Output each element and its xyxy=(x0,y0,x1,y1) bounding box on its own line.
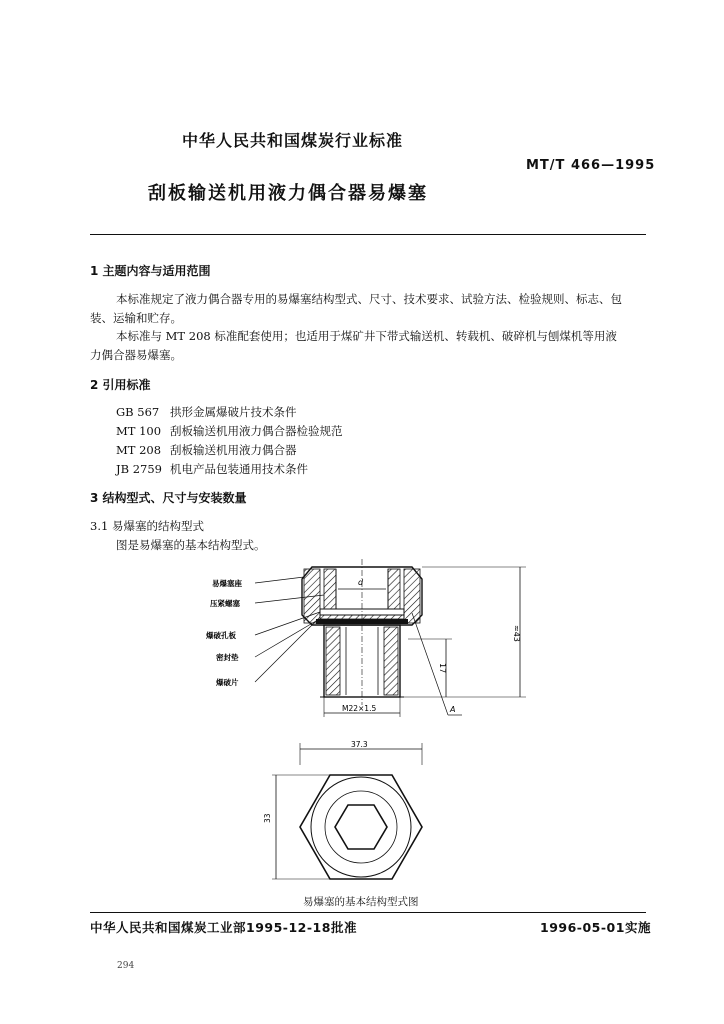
standard-organization: 中华人民共和国煤炭行业标准 xyxy=(182,131,404,150)
dim-height-lower: 17 xyxy=(438,663,447,674)
dim-width-top: 37.3 xyxy=(351,740,368,749)
section-1-paragraph-2-line-1: 本标准与 MT 208 标准配套使用；也适用于煤矿井下带式输送机、转载机、破碎机与刨煤机等用液 xyxy=(116,329,617,343)
document-title: 刮板输送机用液力偶合器易爆塞 xyxy=(148,183,428,204)
label-burst-hole-plate: 爆破孔板 xyxy=(206,631,236,640)
approval-line: 中华人民共和国煤炭工业部1995-12-18批准 xyxy=(90,920,357,935)
label-burst-disc: 爆破片 xyxy=(216,678,239,687)
outer-hexagon xyxy=(300,775,422,879)
footer-divider xyxy=(90,912,646,913)
dim-height-total: ≈43 xyxy=(512,625,521,642)
reference-item: GB 567 拱形金属爆破片技术条件 xyxy=(116,405,297,419)
figure-caption: 易爆塞的基本结构型式图 xyxy=(303,896,419,908)
reference-item: MT 100 刮板输送机用液力偶合器检验规范 xyxy=(116,424,343,438)
label-seal-gasket: 密封垫 xyxy=(216,653,239,662)
reference-item: JB 2759 机电产品包装通用技术条件 xyxy=(116,462,308,476)
implementation-date: 1996-05-01实施 xyxy=(540,920,651,935)
header-divider xyxy=(90,234,646,235)
plug-top-view-drawing xyxy=(260,735,460,895)
dim-width-side: 33 xyxy=(263,813,272,823)
ref-a-label: A xyxy=(450,705,456,714)
section-1-paragraph-2-line-2: 力偶合器易爆塞。 xyxy=(90,348,182,362)
plug-cross-section-drawing xyxy=(200,555,540,725)
section-1-paragraph-1-line-1: 本标准规定了液力偶合器专用的易爆塞结构型式、尺寸、技术要求、试验方法、检验规则、标志、包 xyxy=(116,292,622,306)
label-plug-seat: 易爆塞座 xyxy=(212,579,242,588)
section-3-heading: 3 结构型式、尺寸与安装数量 xyxy=(90,491,247,505)
section-3-1-heading: 3.1 易爆塞的结构型式 xyxy=(90,519,204,533)
reference-item: MT 208 刮板输送机用液力偶合器 xyxy=(116,443,297,457)
page-number: 294 xyxy=(117,961,135,971)
section-2-heading: 2 引用标准 xyxy=(90,378,151,392)
right-wall-hatch xyxy=(404,569,420,623)
section-1-paragraph-1-line-2: 装、运输和贮存。 xyxy=(90,311,182,325)
dim-thread: M22×1.5 xyxy=(342,704,377,713)
standard-code: MT/T 466—1995 xyxy=(526,158,656,173)
label-press-nut: 压紧螺塞 xyxy=(210,599,240,608)
section-1-heading: 1 主题内容与适用范围 xyxy=(90,264,211,278)
section-3-1-text: 图是易爆塞的基本结构型式。 xyxy=(116,538,266,552)
dim-d-label: d xyxy=(358,578,364,587)
chamfer-circle xyxy=(311,777,411,877)
inner-hexagon xyxy=(335,805,387,849)
